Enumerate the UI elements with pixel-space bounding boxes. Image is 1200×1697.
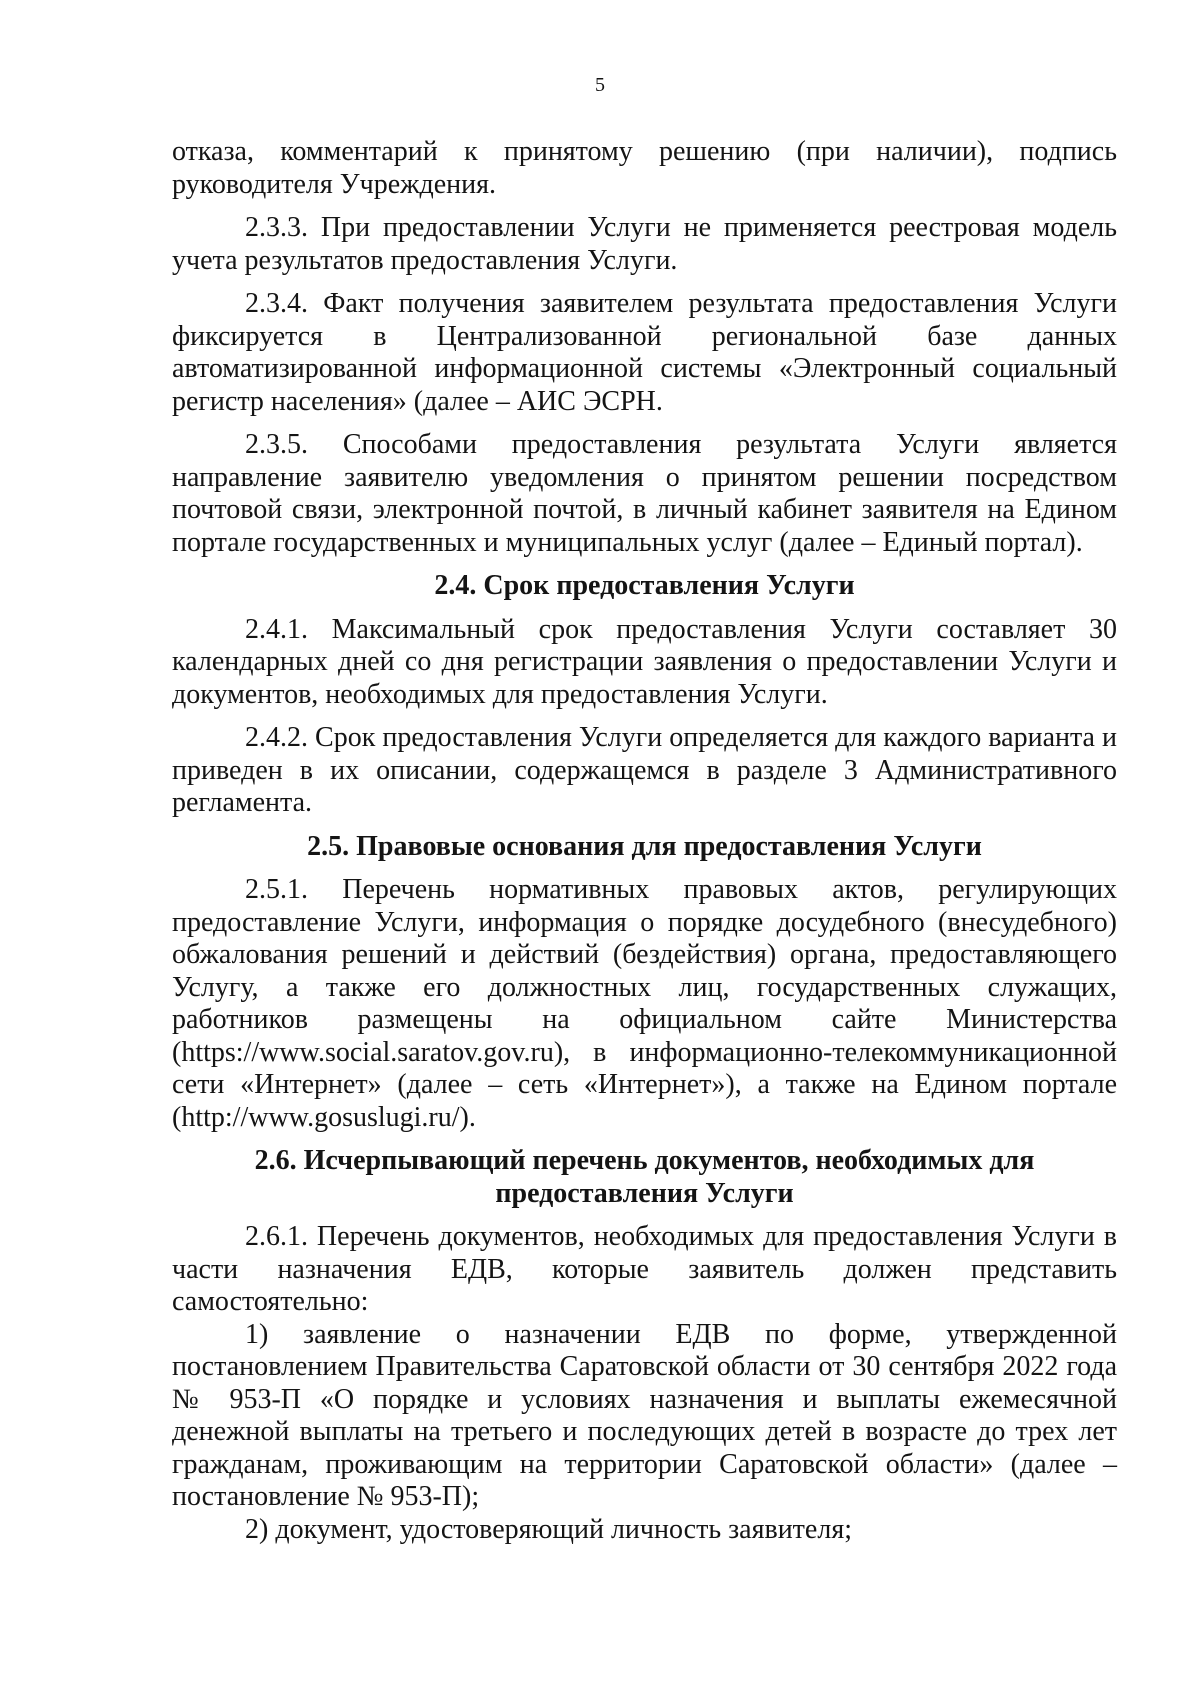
paragraph-2-6-1: 2.6.1. Перечень документов, необходимых для предоставления Услуги в части назначения ЕДВ, которые заявитель должен представить самостоятельно:: [172, 1221, 1117, 1317]
paragraph-2-3-3: 2.3.3. При предоставлении Услуги не применяется реестровая модель учета результатов предоставления Услуги.: [172, 212, 1117, 276]
section-heading-2-4: 2.4. Срок предоставления Услуги: [434, 570, 855, 601]
paragraph-2-5-1: 2.5.1. Перечень нормативных правовых актов, регулирующих предоставление Услуги, информация о порядке досудебного (внесудебного) обжалования решений и действий (бездействия) органа, предоставляющего Услугу, а также его должностных лиц, государственных служащих, работников размещены на официальном сайте Министерства (https://www.social.saratov.gov.ru), в информационно-телекоммуникационной сети «Интернет» (далее – сеть «Интернет»), а также на Едином портале (http://www.gosuslugi.ru/).: [172, 874, 1117, 1133]
list-item-1: 1) заявление о назначении ЕДВ по форме, утвержденной постановлением Правительства Саратовской области от 30 сентября 2022 года № 953-П «О порядке и условиях назначения и выплаты ежемесячной денежной выплаты на третьего и последующих детей в возрасте до трех лет гражданам, проживающим на территории Саратовской области» (далее – постановление № 953-П);: [172, 1318, 1117, 1512]
document-body: [172, 136, 1117, 1546]
paragraph-2-4-1: 2.4.1. Максимальный срок предоставления Услуги составляет 30 календарных дней со дня регистрации заявления о предоставлении Услуги и документов, необходимых для предоставления Услуги.: [172, 613, 1117, 710]
section-heading-2-5: 2.5. Правовые основания для предоставления Услуги: [307, 830, 982, 862]
section-heading-2-6: [172, 1145, 1117, 1210]
paragraph-2-4-2: 2.4.2. Срок предоставления Услуги определяется для каждого варианта и приведен в их описании, содержащемся в разделе 3 Административного регламента.: [172, 722, 1117, 818]
list-item-2: 2) документ, удостоверяющий личность заявителя;: [245, 1513, 852, 1545]
paragraph-2-3-5: 2.3.5. Способами предоставления результата Услуги является направление заявителю уведомления о принятом решении посредством почтовой связи, электронной почтой, в личный кабинет заявителя на Едином портале государственных и муниципальных услуг (далее – Единый портал).: [172, 429, 1117, 558]
paragraph-2-3-4: 2.3.4. Факт получения заявителем результата предоставления Услуги фиксируется в Централизованной региональной базе данных автоматизированной информационной системы «Электронный социальный регистр населения» (далее – АИС ЭСРН.: [172, 288, 1117, 417]
section-heading-2-6-line-2: предоставления Услуги: [495, 1177, 794, 1209]
paragraph-continuation: отказа, комментарий к принятому решению (при наличии), подпись руководителя Учреждения.: [172, 136, 1117, 200]
page-number: 5: [595, 74, 605, 96]
section-heading-2-6-line-1: 2.6. Исчерпывающий перечень документов, необходимых для: [254, 1145, 1035, 1176]
